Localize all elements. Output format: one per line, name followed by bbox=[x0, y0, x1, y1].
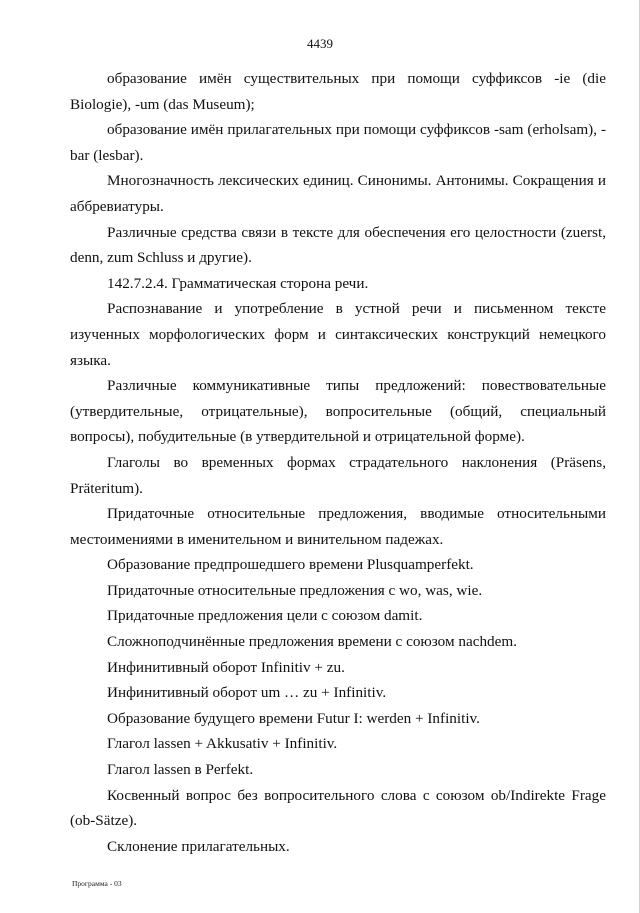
paragraph: Придаточные предложения цели с союзом damit. bbox=[107, 607, 423, 625]
paragraph: образование имён существительных при помощи суффиксов -ie (die Biologie), -um (das Museum); bbox=[70, 70, 606, 113]
paragraph: Различные коммуникативные типы предложений: повествовательные (утвердительные, отрицательные), вопросительные (общий, специальный вопросы), побудительные (в утвердительной и отрицательной форме). bbox=[70, 377, 606, 446]
paragraph: Многозначность лексических единиц. Синонимы. Антонимы. Сокращения и аббревиатуры. bbox=[70, 172, 606, 215]
paragraph: Сложноподчинённые предложения времени с союзом nachdem. bbox=[107, 633, 518, 651]
paragraph: Образование предпрошедшего времени Plusquamperfekt. bbox=[107, 556, 474, 574]
document-body bbox=[70, 66, 606, 859]
paragraph: Инфинитивный оборот um … zu + Infinitiv. bbox=[107, 684, 387, 702]
paragraph: Различные средства связи в тексте для обеспечения его целостности (zuerst, denn, zum Schluss и другие). bbox=[70, 223, 606, 267]
section-heading: 142.7.2.4. Грамматическая сторона речи. bbox=[107, 274, 369, 292]
paragraph: Придаточные относительные предложения с wo, was, wie. bbox=[107, 581, 483, 599]
paragraph: образование имён прилагательных при помощи суффиксов -sam (erholsam), -bar (lesbar). bbox=[70, 121, 606, 164]
paragraph: Склонение прилагательных. bbox=[107, 837, 290, 855]
paragraph: Глаголы во временных формах страдательного наклонения (Präsens, Präteritum). bbox=[70, 453, 606, 497]
paragraph: Косвенный вопрос без вопросительного слова с союзом ob/Indirekte Frage (ob-Sätze). bbox=[70, 786, 606, 830]
paragraph: Глагол lassen + Akkusativ + Infinitiv. bbox=[107, 735, 338, 753]
page-number: 4439 bbox=[307, 36, 333, 51]
paragraph: Образование будущего времени Futur I: werden + Infinitiv. bbox=[107, 709, 480, 727]
paragraph: Глагол lassen в Perfekt. bbox=[107, 761, 254, 779]
paragraph: Распознавание и употребление в устной речи и письменном тексте изученных морфологических форм и синтаксических конструкций немецкого языка. bbox=[70, 300, 606, 369]
footer-label: Программа - 03 bbox=[72, 879, 122, 888]
paragraph: Придаточные относительные предложения, вводимые относительными местоимениями в именительном и винительном падежах. bbox=[70, 505, 606, 548]
paragraph: Инфинитивный оборот Infinitiv + zu. bbox=[107, 658, 345, 676]
